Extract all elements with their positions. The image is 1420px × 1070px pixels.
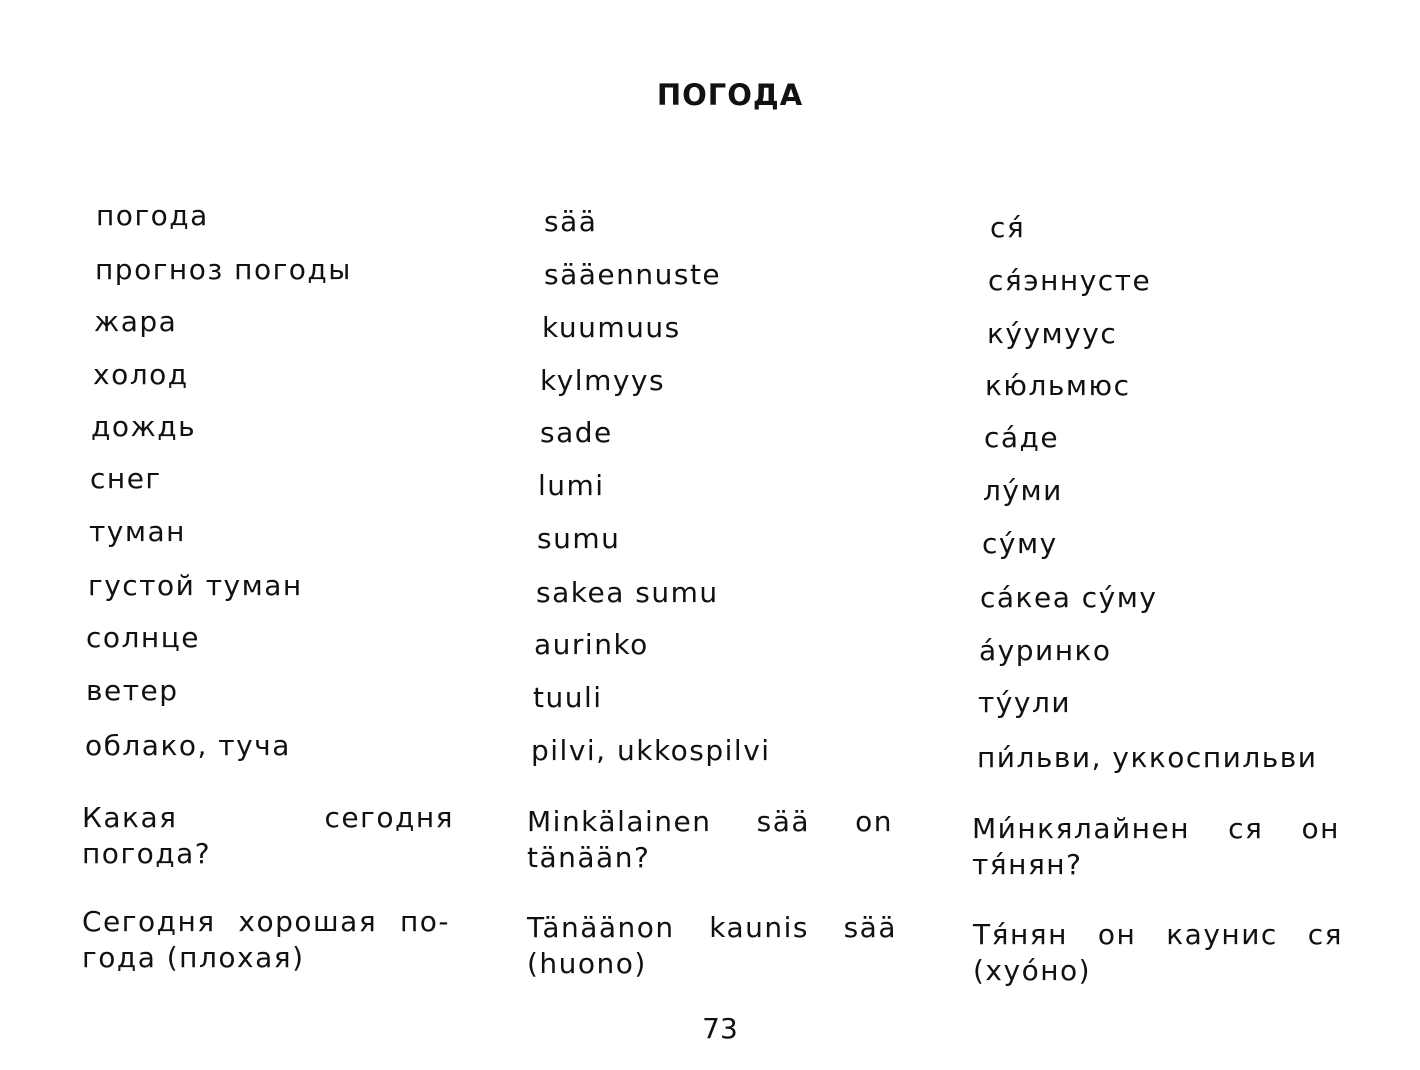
- row-5-transcription: са́де: [984, 421, 1060, 454]
- row-1-transcription: ся́: [990, 211, 1026, 244]
- row-8-finnish: sakea sumu: [536, 576, 719, 609]
- row-4-russian: холод: [93, 358, 189, 391]
- row-5-russian: дождь: [91, 410, 197, 443]
- row-9-finnish: aurinko: [534, 628, 649, 661]
- page-title: ПОГОДА: [656, 78, 804, 112]
- row-7-finnish: sumu: [537, 522, 621, 555]
- phrase-2-transcription: Тя́нян он каунис ся (хуо́но): [973, 918, 1343, 987]
- row-2-transcription: ся́эннусте: [988, 264, 1152, 297]
- row-3-russian: жара: [94, 305, 178, 338]
- row-11-finnish: pilvi, ukkospilvi: [531, 734, 771, 767]
- row-7-russian: туман: [89, 515, 186, 548]
- row-9-transcription: а́уринко: [979, 634, 1112, 667]
- phrase-1-russian: Какая сегодня погода?: [82, 801, 454, 870]
- row-4-transcription: кю́льмюс: [985, 369, 1131, 402]
- row-5-finnish: sade: [540, 416, 613, 449]
- row-11-transcription: пи́льви, уккоспильви: [977, 741, 1318, 774]
- row-1-finnish: sää: [544, 205, 598, 238]
- row-8-transcription: са́кеа су́му: [980, 581, 1158, 614]
- row-6-finnish: lumi: [538, 469, 605, 502]
- row-11-russian: облако, туча: [85, 729, 291, 762]
- row-3-finnish: kuumuus: [542, 311, 681, 344]
- page-number: 73: [702, 1012, 738, 1045]
- row-2-finnish: sääennuste: [544, 258, 722, 291]
- row-9-russian: солнце: [86, 621, 201, 654]
- phrase-1-transcription: Ми́нкялайнен ся он тя́нян?: [972, 812, 1340, 881]
- phrase-1-finnish: Minkälainen sää on tänään?: [527, 805, 893, 874]
- row-2-russian: прогноз погоды: [95, 253, 352, 286]
- row-3-transcription: ку́умуус: [987, 317, 1118, 350]
- phrase-2-finnish: Tänäänon kaunis sää (huono): [527, 911, 897, 980]
- row-6-russian: снег: [90, 462, 162, 495]
- row-10-finnish: tuuli: [533, 681, 603, 714]
- row-10-transcription: ту́ули: [978, 686, 1072, 719]
- row-1-russian: погода: [96, 199, 209, 232]
- row-10-russian: ветер: [86, 674, 179, 707]
- row-8-russian: густой туман: [88, 569, 303, 602]
- row-6-transcription: лу́ми: [983, 474, 1063, 507]
- row-4-finnish: kylmyys: [540, 364, 666, 397]
- row-7-transcription: су́му: [982, 527, 1058, 560]
- phrase-2-russian: Сегодня хорошая по-года (плохая): [82, 905, 450, 974]
